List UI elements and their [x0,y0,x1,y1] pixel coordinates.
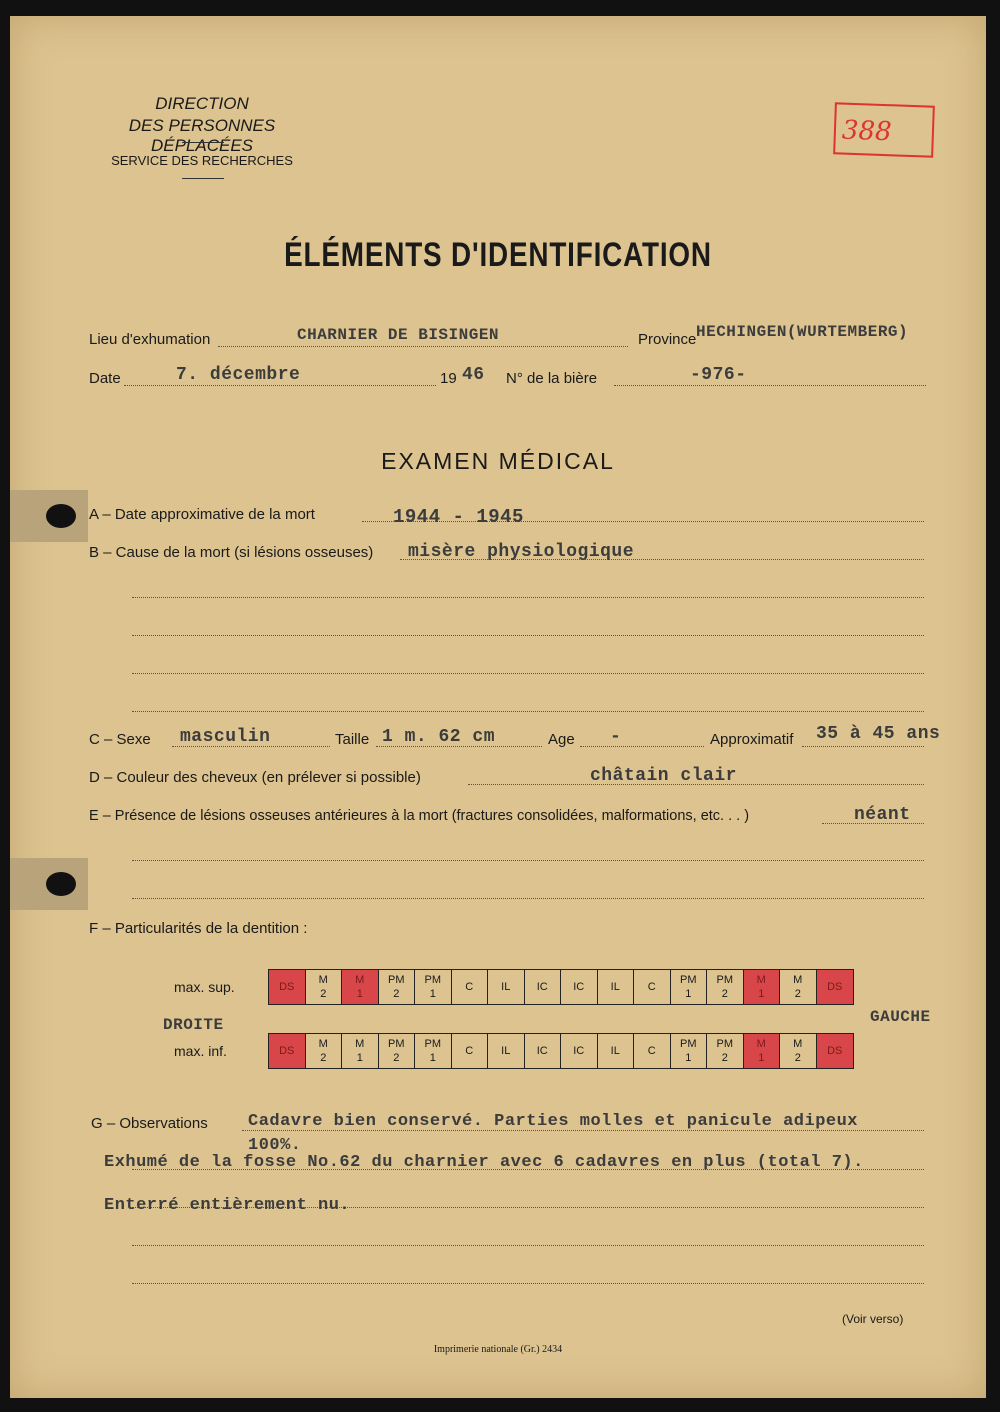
upper-tooth-13 [707,970,744,1004]
upper-tooth-1 [269,970,306,1004]
lower-tooth-7 [488,1034,525,1068]
tooth-code: M [793,1038,803,1050]
file-number-stamp: 388 [833,102,935,157]
lower-jaw-label: max. inf. [174,1043,227,1059]
lower-tooth-9 [561,1034,598,1068]
exam-c-label: C – Sexe [89,731,151,748]
lower-tooth-2 [306,1034,343,1068]
upper-tooth-8 [525,970,562,1004]
lower-tooth-12 [671,1034,708,1068]
upper-tooth-16 [817,970,854,1004]
tooth-code: IC [573,981,585,993]
punch-hole [10,490,88,542]
tooth-number: 2 [794,988,801,1000]
tooth-code: DS [827,981,843,993]
upper-tooth-3 [342,970,379,1004]
upper-teeth-row [268,969,854,1005]
lower-tooth-8 [525,1034,562,1068]
taille-label: Taille [335,731,370,748]
lower-tooth-13 [707,1034,744,1068]
tooth-code: M [355,1038,365,1050]
sexe-value: masculin [180,727,271,747]
tooth-code: DS [827,1045,843,1057]
tooth-code: M [318,1038,328,1050]
tooth-number: 1 [758,988,765,1000]
upper-tooth-14 [744,970,781,1004]
tooth-number: 1 [429,1052,436,1064]
upper-tooth-15 [780,970,817,1004]
tooth-code: DS [279,1045,295,1057]
tooth-number: 1 [685,988,692,1000]
tooth-code: IL [610,981,620,993]
tooth-code: M [318,974,328,986]
upper-tooth-9 [561,970,598,1004]
section-title: EXAMEN MÉDICAL [381,448,615,474]
upper-tooth-10 [598,970,635,1004]
exam-b-value: misère physiologique [408,542,635,562]
tooth-number: 1 [758,1052,765,1064]
upper-tooth-4 [379,970,416,1004]
exam-b-label: B – Cause de la mort (si lésions osseuses) [89,544,374,561]
tooth-code: PM [716,974,733,986]
tooth-code: DS [279,981,295,993]
province-value: HECHINGEN(WURTEMBERG) [696,323,909,341]
tooth-code: M [756,974,766,986]
org-line1: DIRECTION [155,94,249,113]
tooth-number: 1 [429,988,436,1000]
approx-label: Approximatif [710,731,794,748]
upper-tooth-5 [415,970,452,1004]
page-title: ÉLÉMENTS D'IDENTIFICATION [284,236,712,274]
exam-e-value: néant [854,805,911,825]
tooth-code: IL [501,981,511,993]
upper-jaw-label: max. sup. [174,979,235,995]
exam-e-label: E – Présence de lésions osseuses antérieures à la mort (fractures consolidées, malformations, etc. . . ) [89,808,750,824]
org-line2: DES PERSONNES DÉPLACÉES [128,116,276,155]
tooth-code: PM [680,974,697,986]
age-value: - [610,727,622,747]
tooth-code: IC [536,1045,548,1057]
lower-tooth-5 [415,1034,452,1068]
upper-tooth-6 [452,970,489,1004]
date-value: 7. décembre [176,365,301,385]
tooth-code: PM [424,1038,441,1050]
tooth-code: PM [388,1038,405,1050]
tooth-number: 2 [393,1052,400,1064]
right-side-label: DROITE [163,1016,224,1034]
lower-tooth-16 [817,1034,854,1068]
lower-tooth-10 [598,1034,635,1068]
tooth-code: IL [610,1045,620,1057]
tooth-code: C [465,1045,474,1057]
exam-a-label: A – Date approximative de la mort [89,506,315,523]
tooth-code: PM [388,974,405,986]
lower-tooth-1 [269,1034,306,1068]
tooth-code: IC [573,1045,585,1057]
tooth-code: M [793,974,803,986]
tooth-code: PM [716,1038,733,1050]
tooth-code: IC [536,981,548,993]
tooth-number: 1 [685,1052,692,1064]
lower-tooth-14 [744,1034,781,1068]
tooth-code: C [465,981,474,993]
tooth-number: 1 [356,1052,363,1064]
exam-a-value: 1944 - 1945 [393,506,524,528]
form-sheet [10,16,986,1398]
exam-d-label: D – Couleur des cheveux (en prélever si possible) [89,769,421,786]
tooth-number: 2 [320,988,327,1000]
exam-g-label: G – Observations [91,1115,208,1132]
observation-line3: Enterré entièrement nu. [104,1196,351,1215]
lower-tooth-3 [342,1034,379,1068]
printer-note: Imprimerie nationale (Gr.) 2434 [433,1344,563,1355]
tooth-number: 1 [356,988,363,1000]
lieu-value: CHARNIER DE BISINGEN [297,326,500,344]
punch-hole [10,858,88,910]
lower-tooth-15 [780,1034,817,1068]
lower-teeth-row [268,1033,854,1069]
exam-d-value: châtain clair [590,766,737,786]
tooth-number: 2 [794,1052,801,1064]
approx-value: 35 à 45 ans [816,724,941,744]
exam-f-label: F – Particularités de la dentition : [89,920,308,937]
upper-tooth-11 [634,970,671,1004]
tooth-code: IL [501,1045,511,1057]
left-side-label: GAUCHE [870,1008,931,1026]
header-divider [182,142,224,143]
biere-value: -976- [690,365,747,385]
tooth-code: PM [424,974,441,986]
province-label: Province [638,331,697,348]
year-prefix: 19 [440,370,457,387]
lower-tooth-6 [452,1034,489,1068]
lower-tooth-11 [634,1034,671,1068]
tooth-code: M [355,974,365,986]
lieu-label: Lieu d'exhumation [89,331,211,348]
tooth-code: C [647,1045,656,1057]
age-label: Age [548,731,575,748]
voir-verso: (Voir verso) [842,1312,904,1326]
tooth-code: PM [680,1038,697,1050]
observation-line2: Exhumé de la fosse No.62 du charnier avec 6 cadavres en plus (total 7). [104,1153,864,1172]
tooth-number: 2 [320,1052,327,1064]
tooth-number: 2 [721,988,728,1000]
header-divider-2 [182,178,224,179]
observation-line1: Cadavre bien conservé. Parties molles et panicule adipeux [248,1112,858,1131]
date-label: Date [89,370,121,387]
lower-tooth-4 [379,1034,416,1068]
tooth-code: M [756,1038,766,1050]
tooth-number: 2 [393,988,400,1000]
biere-label: N° de la bière [506,370,598,387]
upper-tooth-12 [671,970,708,1004]
observation-line1b: 100%. [248,1136,302,1155]
tooth-code: C [647,981,656,993]
tooth-number: 2 [721,1052,728,1064]
upper-tooth-7 [488,970,525,1004]
year-value: 46 [462,365,485,385]
service-line: SERVICE DES RECHERCHES [111,153,293,168]
upper-tooth-2 [306,970,343,1004]
taille-value: 1 m. 62 cm [382,727,496,747]
